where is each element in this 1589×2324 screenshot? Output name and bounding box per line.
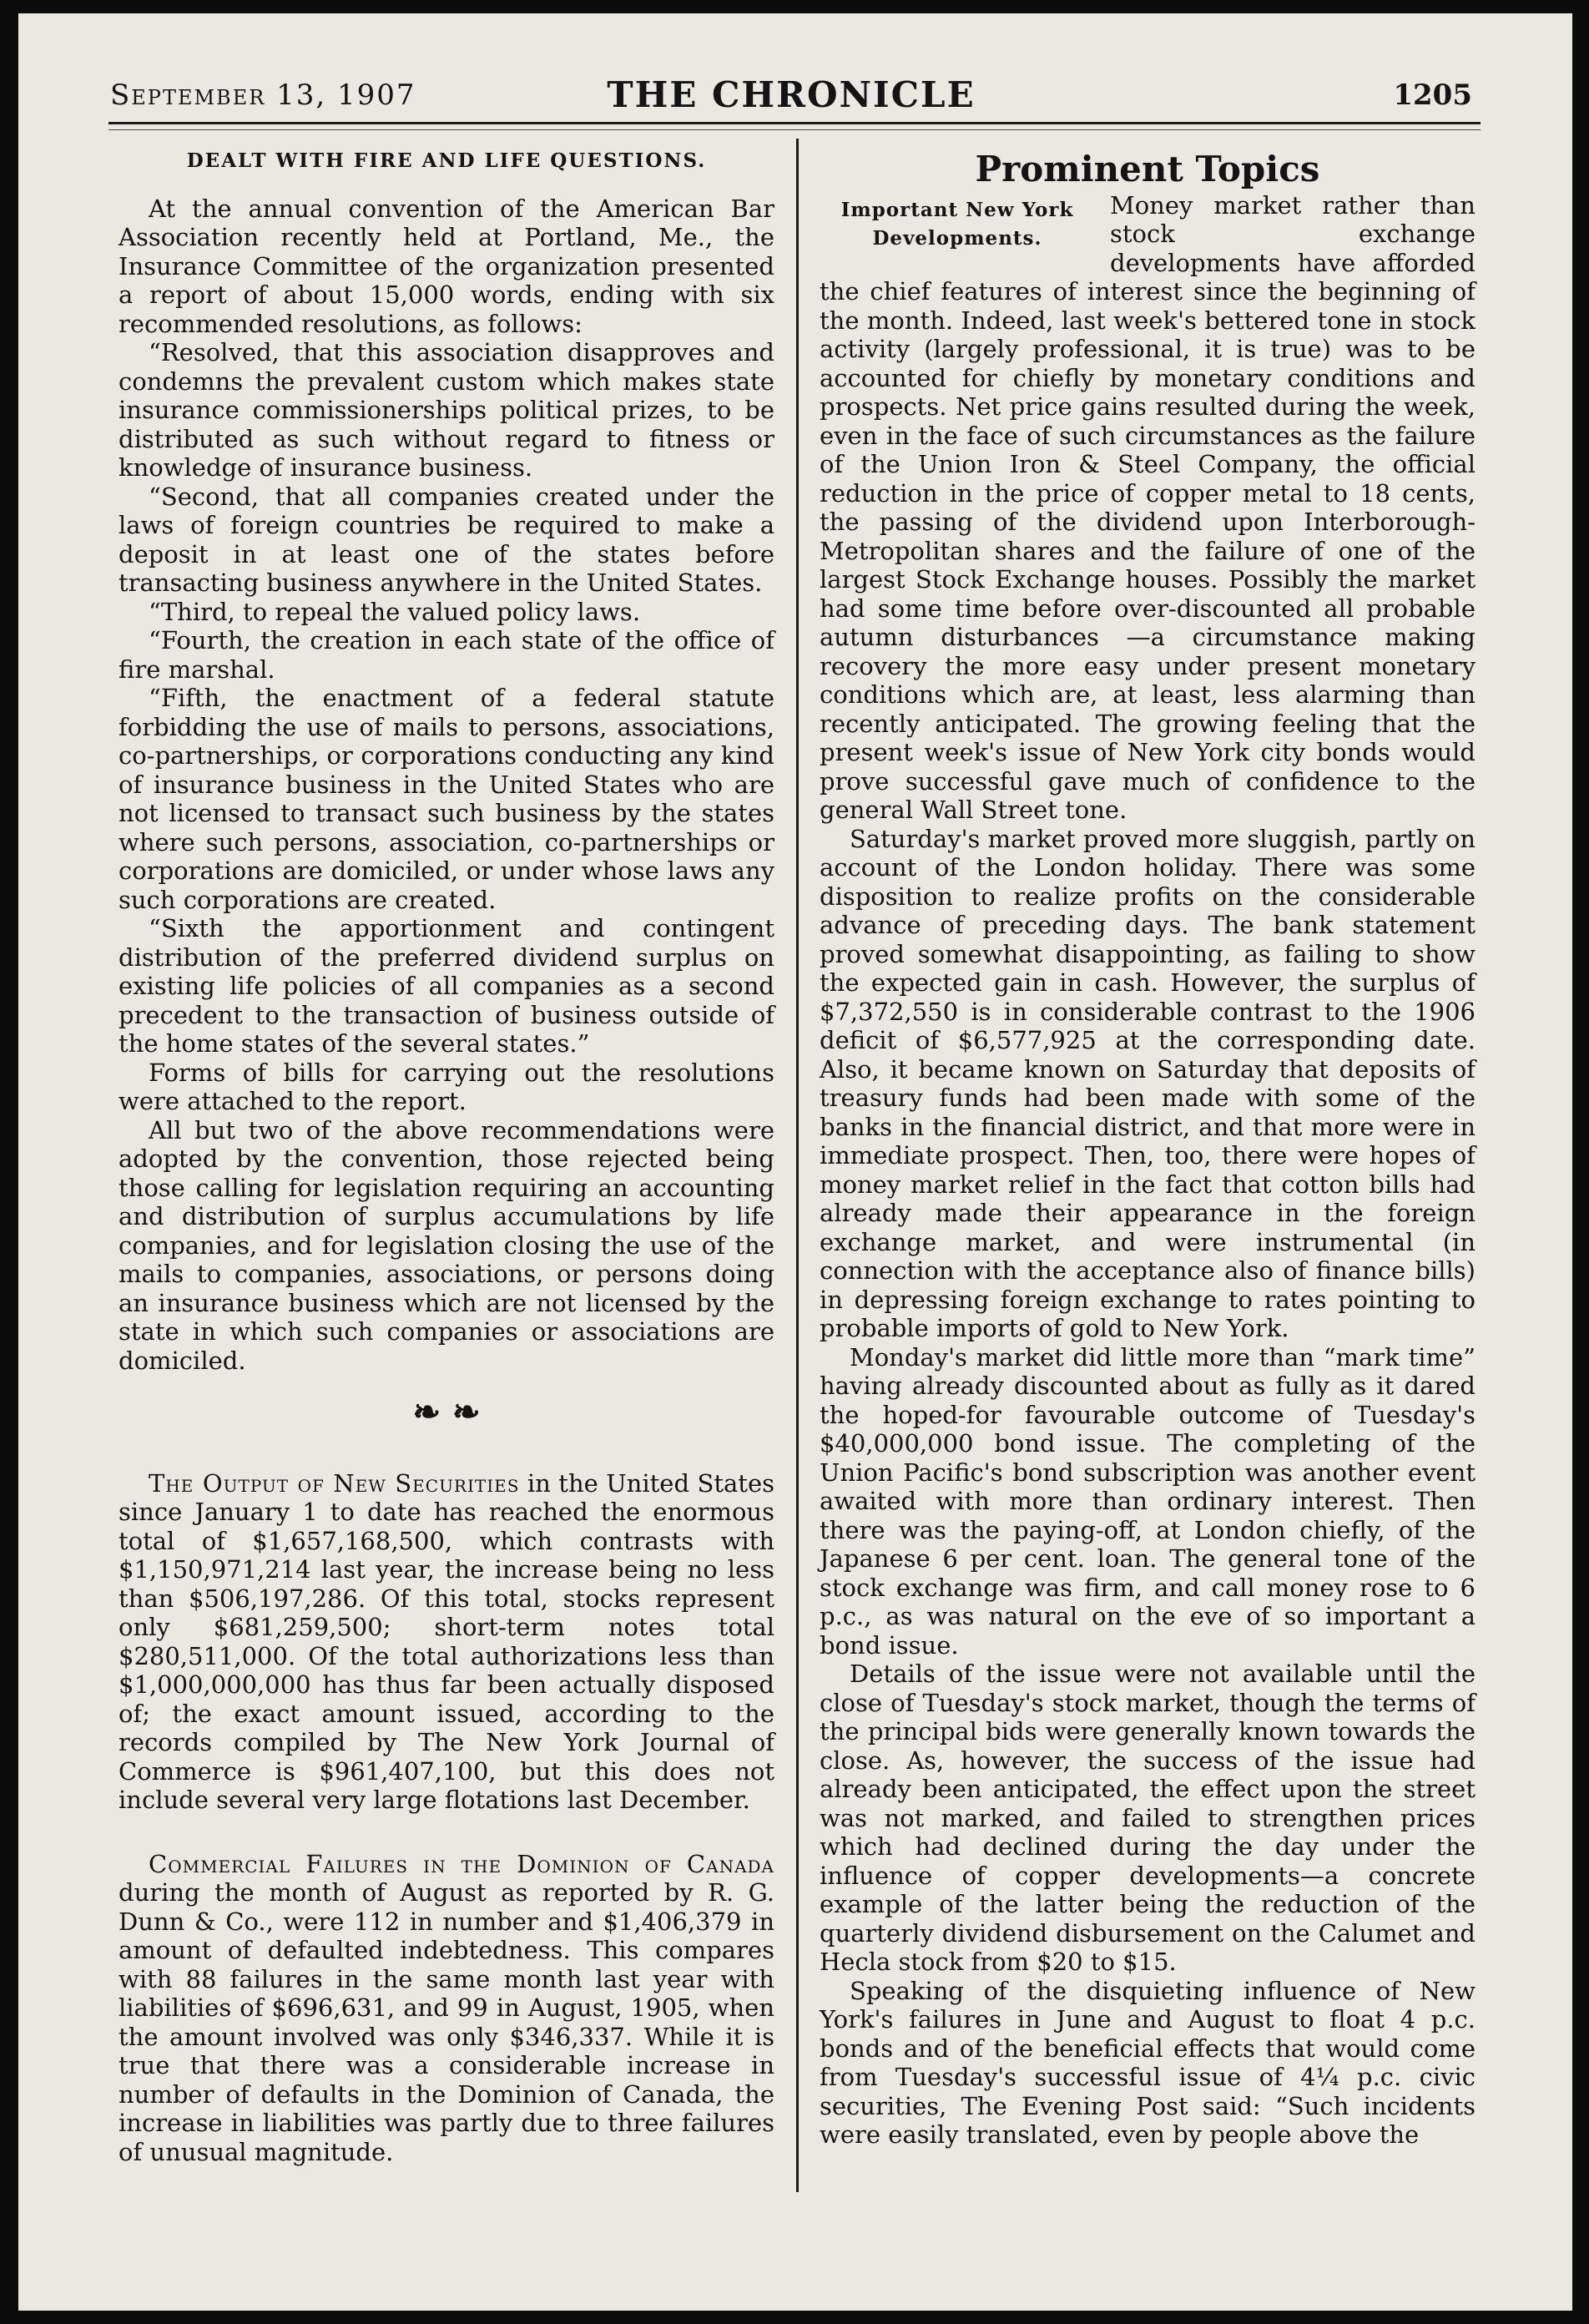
failures-lead: Commercial Failures in the Dominion of Canada xyxy=(149,1849,774,1878)
article-paragraph: All but two of the above recommendations were adopted by the convention, those rejected being those calling for legislation requiring an accounting and distribution of surplus accumulations by life companies, and for legislation closing the use of the mails to companies, associations, or persons doing an insurance business which are not licensed by the state in which such companies or associations are domiciled. xyxy=(119,1115,774,1375)
section-heading: DEALT WITH FIRE AND LIFE QUESTIONS. xyxy=(186,149,707,172)
topic-paragraph: Details of the issue were not available until the close of Tuesday's stock market, though the terms of the principal bids were generally known towards the close. As, however, the success of the issue had already been anticipated, the effect upon the street was not marked, and failed to strengthen prices which had declined during the day under the influence of copper developments—a concrete example of the latter being the reduction of the quarterly dividend disbursement on the Calumet and Hecla stock from $20 to $15. xyxy=(820,1660,1476,1976)
header-rule xyxy=(108,122,1481,124)
securities-text: in the United States since January 1 to date has reached the enormous total of $1,657,168,500, which contrasts with $1,150,971,214 last year, the increase being no less than $506,197,286. Of this total, stocks represent only $681,259,500; short-term notes total $280,511,000. Of the total authorizations less than $1,000,000,000 has thus far been actually disposed of; the exact amount issued, according to the records compiled by The New York Journal of Commerce is $961,407,100, but this does not include several very large flotations last December. xyxy=(119,1468,774,1814)
topic-paragraph: Monday's market did little more than “mark time” having already discounted about as fully as it dared the hoped-for favourable outcome of Tuesday's $40,000,000 bond issue. The completing of the Union Pacific's bond subscription was another event awaited with more than ordinary interest. Then there was the paying-off, at London chiefly, of the Japanese 6 per cent. loan. The general tone of the stock exchange was firm, and call money rose to 6 p.c., as was natural on the eve of so important a bond issue. xyxy=(820,1342,1476,1660)
left-column xyxy=(119,147,774,2166)
column-divider xyxy=(796,139,799,2192)
topic-paragraph: Speaking of the disquieting influence of New York's failures in June and August to float 4 p.c. bonds and of the beneficial effects that would come from Tuesday's successful issue of 4¼ p.c. civic securities, The Evening Post said: “Such incidents were easily translated, even by people above the xyxy=(820,1976,1476,2149)
side-heading xyxy=(820,196,1095,253)
header-page-number: 1205 xyxy=(1393,78,1472,112)
side-heading-line-1: Important New York xyxy=(840,198,1074,221)
failures-text: during the month of August as reported by R. G. Dunn & Co., were 112 in number and $1,406,379 in amount of defaulted indebtedness. This compares with 88 failures in the same month last year with liabilities of $696,631, and 99 in August, 1905, when the amount involved was only $346,337. While it is true that there was a considerable increase in number of defaults in the Dominion of Canada, the increase in liabilities was partly due to three failures of unusual magnitude. xyxy=(119,1878,774,2166)
article-paragraph: “Third, to repeal the valued policy laws. xyxy=(149,597,641,626)
article-paragraph: “Fourth, the creation in each state of the office of fire marshal. xyxy=(119,626,774,684)
securities-lead: The Output of New Securities xyxy=(149,1468,520,1498)
header-date: September 13, 1907 xyxy=(110,78,416,112)
header-title: THE CHRONICLE xyxy=(607,74,976,115)
article-paragraph: “Sixth the apportionment and contingent distribution of the preferred dividend surplus on existing life policies of all companies as a second precedent to the transaction of business outside of the home states of the several states.” xyxy=(119,914,774,1058)
topic-paragraph: Saturday's market proved more sluggish, partly on account of the London holiday. There was some disposition to realize profits on the considerable advance of preceding days. The bank statement proved somewhat disappointing, as failing to show the expected gain in cash. However, the surplus of $7,372,550 is in considerable contrast to the 1906 deficit of $6,577,925 at the corresponding date. Also, it became known on Saturday that deposits of treasury funds had been made with some of the banks in the financial district, and that more were in immediate prospect. Then, too, there were hopes of money market relief in the fact that cotton bills had already made their appearance in the foreign exchange market, and were instrumental (in connection with the acceptance also of finance bills) in depressing foreign exchange to rates pointing to probable imports of gold to New York. xyxy=(820,824,1476,1342)
article-paragraph: “Fifth, the enactment of a federal statute forbidding the use of mails to persons, associations, co-partnerships, or corporations conducting any kind of insurance business in the United States who are not licensed to transact such business by the states where such persons, association, co-partnerships or corporations are domiciled, or under whose laws any such corporations are created. xyxy=(119,684,774,914)
right-column xyxy=(820,147,1476,2150)
header-rule-thin xyxy=(108,129,1481,130)
failures-paragraph xyxy=(119,1850,774,2167)
page-header xyxy=(110,72,1472,119)
topic-paragraph: Money market rather than stock exchange developments have afforded the chief features of interest since the beginning of the month. Indeed, last week's bettered tone in stock activity (largely professional, it is true) was to be accounted for chiefly by monetary conditions and prospects. Net price gains resulted during the week, even in the face of such circumstances as the failure of the Union Iron & Steel Company, the official reduction in the price of copper metal to 18 cents, the passing of the dividend upon Interborough-Metropolitan shares and the failure of one of the largest Stock Exchange houses. Possibly the market had some time before over-discounted all probable autumn disturbances —a circumstance making recovery the more easy under present monetary conditions which are, at least, less alarming than recently anticipated. The growing feeling that the present week's issue of New York city bonds would prove successful gave much of confidence to the general Wall Street tone. xyxy=(820,190,1476,824)
securities-paragraph xyxy=(119,1469,774,1815)
prominent-topics-title: Prominent Topics xyxy=(975,149,1320,189)
newspaper-page xyxy=(18,13,1572,2311)
ornament-fleurons: ❧ ❧ xyxy=(412,1392,481,1432)
article-paragraph: Forms of bills for carrying out the resolutions were attached to the report. xyxy=(119,1058,774,1115)
article-paragraph: At the annual convention of the American Bar Association recently held at Portland, Me., the Insurance Committee of the organization presented a report of about 15,000 words, ending with six recommended resolutions, as follows: xyxy=(119,194,774,338)
side-heading-line-2: Developments. xyxy=(872,226,1042,250)
article-paragraph: “Second, that all companies created under the laws of foreign countries be required to make a deposit in at least one of the states before transacting business anywhere in the United States. xyxy=(119,482,774,597)
article-paragraph: “Resolved, that this association disapproves and condemns the prevalent custom which makes state insurance commissionerships political prizes, to be distributed as such without regard to fitness or knowledge of insurance business. xyxy=(119,338,774,482)
